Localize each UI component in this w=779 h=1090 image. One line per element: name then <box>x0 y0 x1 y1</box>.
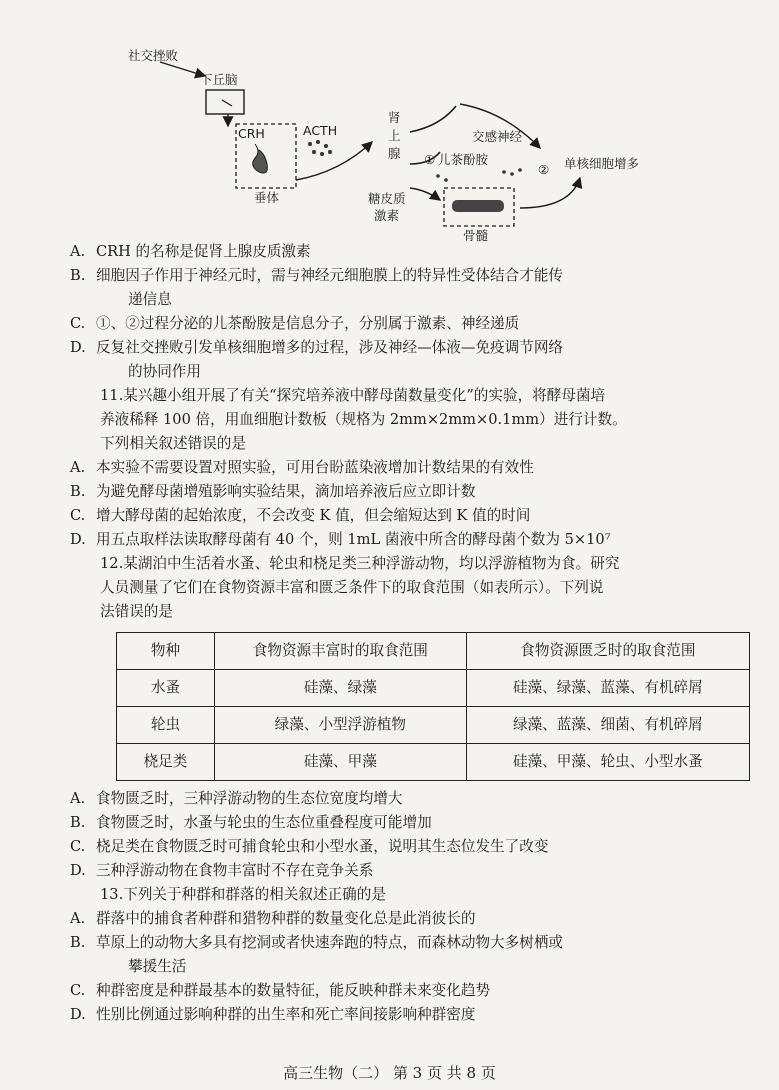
table-cell: 硅藻、甲藻 <box>214 744 466 781</box>
q13-stem: 13.下列关于种群和群落的相关叙述正确的是 <box>100 886 386 903</box>
feeding-range-table <box>116 632 750 781</box>
q12-option-b: B. 食物匮乏时，水蚤与轮虫的生态位重叠程度可能增加 <box>70 814 432 831</box>
table-cell: 硅藻、甲藻、轮虫、小型水蚤 <box>466 744 749 781</box>
q12-stem-3: 法错误的是 <box>100 603 173 620</box>
label-sympathetic: 交感神经 <box>472 129 523 144</box>
label-glucocorticoid-1: 糖皮质 <box>368 191 406 206</box>
q11-stem-3: 下列相关叙述错误的是 <box>100 435 246 452</box>
q10-option-a: A. CRH 的名称是促肾上腺皮质激素 <box>70 243 311 260</box>
stress-pathway-diagram <box>110 40 710 245</box>
label-process-1: ① <box>424 152 436 167</box>
q11-option-b: B. 为避免酵母菌增殖影响实验结果，滴加培养液后应立即计数 <box>70 483 476 500</box>
label-pituitary: 垂体 <box>254 190 280 205</box>
label-adrenal-1: 肾 <box>388 110 401 125</box>
label-social-defeat: 社交挫败 <box>128 48 179 63</box>
question-12 <box>68 552 750 883</box>
question-body <box>68 240 750 1027</box>
table-cell: 硅藻、绿藻 <box>214 670 466 707</box>
label-glucocorticoid-2: 激素 <box>374 208 400 223</box>
table-cell: 硅藻、绿藻、蓝藻、有机碎屑 <box>466 670 749 707</box>
table-header: 食物资源丰富时的取食范围 <box>214 633 466 670</box>
bone-icon <box>452 200 504 212</box>
q13-option-a: A. 群落中的捕食者种群和猎物种群的数量变化总是此消彼长的 <box>70 910 476 927</box>
q10-options <box>68 240 750 384</box>
table-row <box>117 744 750 781</box>
question-13 <box>68 883 750 1027</box>
q12-stem-2: 人员测量了它们在食物资源丰富和匮乏条件下的取食范围（如表所示）。下列说 <box>100 579 604 596</box>
q10-option-b: B. 细胞因子作用于神经元时，需与神经元细胞膜上的特异性受体结合才能传 <box>70 267 564 284</box>
table-header: 物种 <box>117 633 215 670</box>
table-cell: 绿藻、小型浮游植物 <box>214 707 466 744</box>
q11-option-a: A. 本实验不需要设置对照实验，可用台盼蓝染液增加计数结果的有效性 <box>70 459 534 476</box>
q10-option-b-cont: 递信息 <box>128 291 172 308</box>
label-process-2: ② <box>538 162 550 177</box>
label-bone-marrow: 骨髓 <box>463 228 489 243</box>
page-footer: 高三生物（二） 第 3 页 共 8 页 <box>283 1064 496 1082</box>
q13-option-c: C. 种群密度是种群最基本的数量特征，能反映种群未来变化趋势 <box>70 982 491 999</box>
q11-option-c: C. 增大酵母菌的起始浓度，不会改变 K 值，但会缩短达到 K 值的时间 <box>70 507 531 524</box>
q10-option-d-cont: 的协同作用 <box>128 363 201 380</box>
label-adrenal-3: 腺 <box>388 146 401 161</box>
q13-option-b: B. 草原上的动物大多具有挖洞或者快速奔跑的特点，而森林动物大多树栖或 <box>70 934 564 951</box>
table-header: 食物资源匮乏时的取食范围 <box>466 633 749 670</box>
catecholamine-dots <box>436 168 522 182</box>
table-cell: 水蚤 <box>117 670 215 707</box>
label-crh: CRH <box>238 126 265 141</box>
q13-option-b-cont: 攀援生活 <box>128 958 187 975</box>
table-cell: 绿藻、蓝藻、细菌、有机碎屑 <box>466 707 749 744</box>
q12-stem-1: 12.某湖泊中生活着水蚤、轮虫和桡足类三种浮游动物，均以浮游植物为食。研究 <box>100 555 620 572</box>
q13-option-d: D. 性别比例通过影响种群的出生率和死亡率间接影响种群密度 <box>70 1006 476 1023</box>
q10-option-c: C. ①、②过程分泌的儿茶酚胺是信息分子，分别属于激素、神经递质 <box>70 315 520 332</box>
table-header-row <box>117 633 750 670</box>
table-cell: 桡足类 <box>117 744 215 781</box>
q12-option-a: A. 食物匮乏时，三种浮游动物的生态位宽度均增大 <box>70 790 403 807</box>
acth-dots <box>308 140 332 156</box>
q12-option-d: D. 三种浮游动物在食物丰富时不存在竞争关系 <box>70 862 374 879</box>
q10-option-d: D. 反复社交挫败引发单核细胞增多的过程，涉及神经—体液—免疫调节网络 <box>70 339 564 356</box>
q12-option-c: C. 桡足类在食物匮乏时可捕食轮虫和小型水蚤，说明其生态位发生了改变 <box>70 838 549 855</box>
question-11 <box>68 384 750 552</box>
label-adrenal-2: 上 <box>388 128 401 143</box>
q11-stem-1: 11.某兴趣小组开展了有关“探究培养液中酵母菌数量变化”的实验，将酵母菌培 <box>100 387 606 404</box>
table-row <box>117 707 750 744</box>
q11-option-d: D. 用五点取样法读取酵母菌有 40 个，则 1mL 菌液中所含的酵母菌个数为 5×10⁷ <box>70 531 611 548</box>
label-hypothalamus: 下丘脑 <box>200 72 238 87</box>
table-row <box>117 670 750 707</box>
table-cell: 轮虫 <box>117 707 215 744</box>
label-monocyte-increase: 单核细胞增多 <box>564 156 640 171</box>
label-catecholamine: 儿茶酚胺 <box>438 152 489 167</box>
label-acth: ACTH <box>303 123 338 138</box>
q11-stem-2: 养液稀释 100 倍，用血细胞计数板（规格为 2mm×2mm×0.1mm）进行计数。 <box>100 411 627 428</box>
